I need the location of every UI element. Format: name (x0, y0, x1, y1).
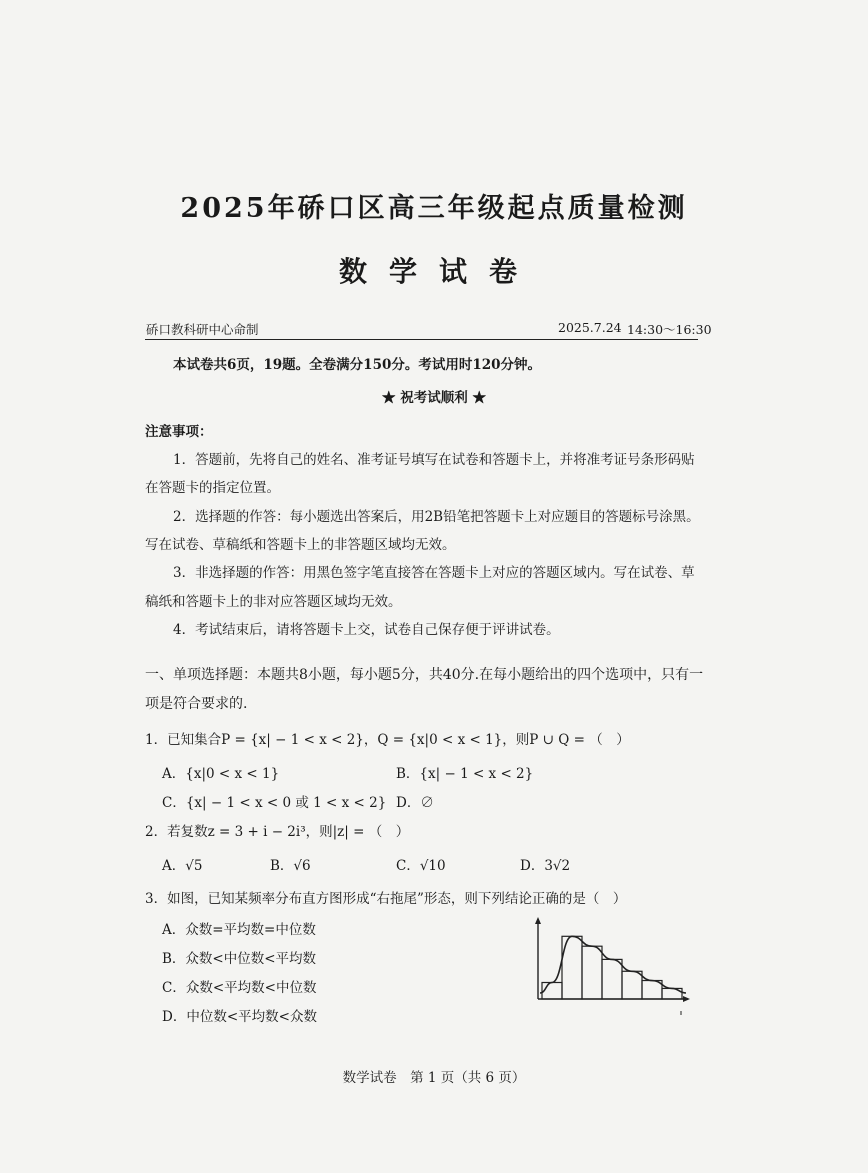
question-1-stem: 1．已知集合P = {x| − 1 < x < 2}，Q = {x|0 < x < 1}，则P ∪ Q = （ ） (145, 732, 630, 748)
note-3-line-1: 3．非选择题的作答：用黑色签字笔直接答在答题卡上对应的答题区域内。写在试卷、草 (173, 565, 695, 581)
histogram-bar (622, 971, 642, 999)
exam-date: 2025.7.24 (558, 320, 622, 335)
question-1-option-c: C．{x| − 1 < x < 0 或 1 < x < 2} (162, 795, 387, 811)
histogram-chart (528, 915, 693, 1035)
x-axis-arrow (683, 996, 690, 1002)
notes-heading: 注意事项： (145, 424, 213, 440)
publisher: 硚口教科研中心命制 (146, 322, 259, 337)
question-3-stem: 3．如图，已知某频率分布直方图形成“右拖尾”形态，则下列结论正确的是（ ） (145, 891, 627, 907)
question-1-option-b: B．{x| − 1 < x < 2} (396, 766, 534, 782)
header-rule (145, 339, 698, 340)
question-1-option-a: A．{x|0 < x < 1} (162, 766, 280, 782)
exam-title: 2025年硚口区高三年级起点质量检测 (180, 193, 688, 224)
histogram-bar (602, 959, 622, 999)
question-3-option-b: B．众数<中位数<平均数 (162, 951, 317, 967)
note-1-line-2: 在答题卡的指定位置。 (145, 480, 280, 496)
note-4: 4．考试结束后，请将答题卡上交，试卷自己保存便于评讲试卷。 (173, 622, 560, 638)
question-1-option-d: D．∅ (396, 795, 434, 811)
y-axis-arrow (535, 917, 541, 924)
question-2-option-a: A．√5 (162, 858, 203, 874)
question-2-stem: 2．若复数z = 3 + i − 2i³，则|z| = （ ） (145, 824, 410, 840)
page-footer: 数学试卷 第 1 页（共 6 页） (342, 1070, 526, 1086)
note-2-line-2: 写在试卷、草稿纸和答题卡上的非答题区域均无效。 (145, 537, 456, 553)
question-2-option-d: D．3√2 (520, 858, 571, 874)
intro-summary: 本试卷共6页，19题。全卷满分150分。考试用时120分钟。 (173, 357, 542, 373)
section-1-line-2: 项是符合要求的. (145, 696, 248, 712)
good-luck: ★ 祝考试顺利 ★ (382, 390, 486, 406)
question-2-option-c: C．√10 (396, 858, 446, 874)
question-2-option-b: B．√6 (270, 858, 311, 874)
histogram-bar (582, 946, 602, 999)
question-3-option-c: C．众数<平均数<中位数 (162, 980, 317, 996)
histogram-bar (542, 983, 562, 1000)
exam-time: 14:30～16:30 (627, 322, 712, 337)
question-3-option-d: D．中位数<平均数<众数 (162, 1009, 317, 1025)
note-1-line-1: 1．答题前，先将自己的姓名、准考证号填写在试卷和答题卡上，并将准考证号条形码贴 (173, 452, 695, 468)
exam-subtitle: 数学试卷 (338, 255, 539, 288)
question-3-option-a: A．众数=平均数=中位数 (162, 922, 316, 938)
section-1-line-1: 一、单项选择题：本题共8小题，每小题5分，共40分.在每小题给出的四个选项中，只有一 (145, 667, 704, 683)
note-3-line-2: 稿纸和答题卡上的非对应答题区域均无效。 (145, 594, 402, 610)
note-2-line-1: 2．选择题的作答：每小题选出答案后，用2B铅笔把答题卡上对应题目的答题标号涂黑。 (173, 509, 700, 525)
